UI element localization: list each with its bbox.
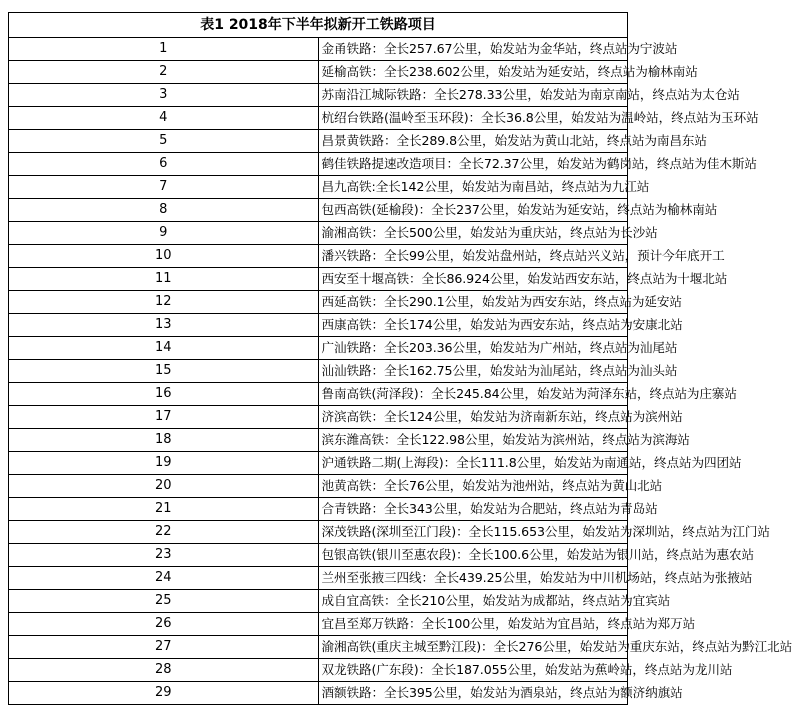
table-row (9, 107, 628, 130)
table-row (9, 38, 628, 61)
row-number: 22 (9, 521, 319, 544)
table-row (9, 659, 628, 682)
table-row (9, 291, 628, 314)
row-number: 17 (9, 406, 319, 429)
row-number: 23 (9, 544, 319, 567)
project-description: 济滨高铁：全长124公里，始发站为济南新东站，终点站为滨州站 (318, 406, 628, 429)
project-description: 广汕铁路：全长203.36公里，始发站为广州站，终点站为汕尾站 (318, 337, 628, 360)
table-title-row (9, 13, 628, 38)
row-number: 4 (9, 107, 319, 130)
project-description: 苏南沿江城际铁路：全长278.33公里，始发站为南京南站，终点站为太仓站 (318, 84, 628, 107)
table-row (9, 475, 628, 498)
table-row (9, 544, 628, 567)
row-number: 14 (9, 337, 319, 360)
project-description: 延榆高铁：全长238.602公里，始发站为延安站，终点站为榆林南站 (318, 61, 628, 84)
row-number: 1 (9, 38, 319, 61)
project-description: 成自宜高铁：全长210公里，始发站为成都站，终点站为宜宾站 (318, 590, 628, 613)
row-number: 24 (9, 567, 319, 590)
project-description: 渝湘高铁：全长500公里，始发站为重庆站，终点站为长沙站 (318, 222, 628, 245)
table-row (9, 567, 628, 590)
project-description: 西安至十堰高铁：全长86.924公里，始发站西安东站，终点站为十堰北站 (318, 268, 628, 291)
row-number: 7 (9, 176, 319, 199)
row-number: 10 (9, 245, 319, 268)
table-row (9, 61, 628, 84)
table-row (9, 199, 628, 222)
project-description: 昌九高铁:全长142公里，始发站为南昌站，终点站为九江站 (318, 176, 628, 199)
project-description: 西延高铁：全长290.1公里，始发站为西安东站，终点站为延安站 (318, 291, 628, 314)
project-description: 双龙铁路(广东段)：全长187.055公里，始发站为蕉岭站，终点站为龙川站 (318, 659, 628, 682)
table-row (9, 636, 628, 659)
project-description: 金甬铁路：全长257.67公里，始发站为金华站，终点站为宁波站 (318, 38, 628, 61)
project-description: 渝湘高铁(重庆主城至黔江段)：全长276公里，始发站为重庆东站，终点站为黔江北站 (318, 636, 628, 659)
row-number: 3 (9, 84, 319, 107)
row-number: 9 (9, 222, 319, 245)
table-row (9, 176, 628, 199)
row-number: 18 (9, 429, 319, 452)
row-number: 21 (9, 498, 319, 521)
table-row (9, 521, 628, 544)
table-row (9, 222, 628, 245)
table-row (9, 153, 628, 176)
project-description: 汕汕铁路：全长162.75公里，始发站为汕尾站，终点站为汕头站 (318, 360, 628, 383)
table-row (9, 314, 628, 337)
project-description: 包西高铁(延榆段)：全长237公里，始发站为延安站，终点站为榆林南站 (318, 199, 628, 222)
project-description: 合青铁路：全长343公里，始发站为合肥站，终点站为青岛站 (318, 498, 628, 521)
table-row (9, 498, 628, 521)
table-title: 表1 2018年下半年拟新开工铁路项目 (9, 13, 628, 38)
row-number: 2 (9, 61, 319, 84)
table-row (9, 406, 628, 429)
project-description: 酒额铁路：全长395公里，始发站为酒泉站，终点站为额济纳旗站 (318, 682, 628, 705)
railway-projects-table-wrapper (8, 12, 792, 705)
project-description: 昌景黄铁路：全长289.8公里，始发站为黄山北站，终点站为南昌东站 (318, 130, 628, 153)
table-row (9, 383, 628, 406)
row-number: 29 (9, 682, 319, 705)
row-number: 26 (9, 613, 319, 636)
project-description: 沪通铁路二期(上海段)：全长111.8公里，始发站为南通站，终点站为四团站 (318, 452, 628, 475)
row-number: 16 (9, 383, 319, 406)
row-number: 13 (9, 314, 319, 337)
row-number: 25 (9, 590, 319, 613)
table-row (9, 337, 628, 360)
row-number: 28 (9, 659, 319, 682)
table-row (9, 682, 628, 705)
table-row (9, 245, 628, 268)
row-number: 11 (9, 268, 319, 291)
table-row (9, 429, 628, 452)
project-description: 兰州至张掖三四线：全长439.25公里，始发站为中川机场站，终点站为张掖站 (318, 567, 628, 590)
row-number: 12 (9, 291, 319, 314)
project-description: 滨东潍高铁：全长122.98公里，始发站为滨州站，终点站为滨海站 (318, 429, 628, 452)
table-row (9, 452, 628, 475)
table-row (9, 84, 628, 107)
row-number: 19 (9, 452, 319, 475)
project-description: 西康高铁：全长174公里，始发站为西安东站，终点站为安康北站 (318, 314, 628, 337)
table-row (9, 360, 628, 383)
project-description: 鲁南高铁(菏泽段)：全长245.84公里，始发站为菏泽东站，终点站为庄寨站 (318, 383, 628, 406)
table-row (9, 613, 628, 636)
row-number: 20 (9, 475, 319, 498)
row-number: 5 (9, 130, 319, 153)
project-description: 鹤佳铁路提速改造项目：全长72.37公里，始发站为鹤岗站，终点站为佳木斯站 (318, 153, 628, 176)
table-row (9, 130, 628, 153)
row-number: 6 (9, 153, 319, 176)
row-number: 27 (9, 636, 319, 659)
table-row (9, 268, 628, 291)
row-number: 8 (9, 199, 319, 222)
project-description: 深茂铁路(深圳至江门段)：全长115.653公里，始发站为深圳站，终点站为江门站 (318, 521, 628, 544)
project-description: 杭绍台铁路(温岭至玉环段)：全长36.8公里，始发站为温岭站，终点站为玉环站 (318, 107, 628, 130)
railway-projects-table (8, 12, 792, 705)
project-description: 池黄高铁：全长76公里，始发站为池州站，终点站为黄山北站 (318, 475, 628, 498)
table-body (9, 38, 792, 705)
project-description: 潘兴铁路：全长99公里，始发站盘州站，终点站兴义站，预计今年底开工 (318, 245, 628, 268)
project-description: 包银高铁(银川至惠农段)：全长100.6公里，始发站为银川站，终点站为惠农站 (318, 544, 628, 567)
row-number: 15 (9, 360, 319, 383)
table-row (9, 590, 628, 613)
project-description: 宜昌至郑万铁路：全长100公里，始发站为宜昌站，终点站为郑万站 (318, 613, 628, 636)
